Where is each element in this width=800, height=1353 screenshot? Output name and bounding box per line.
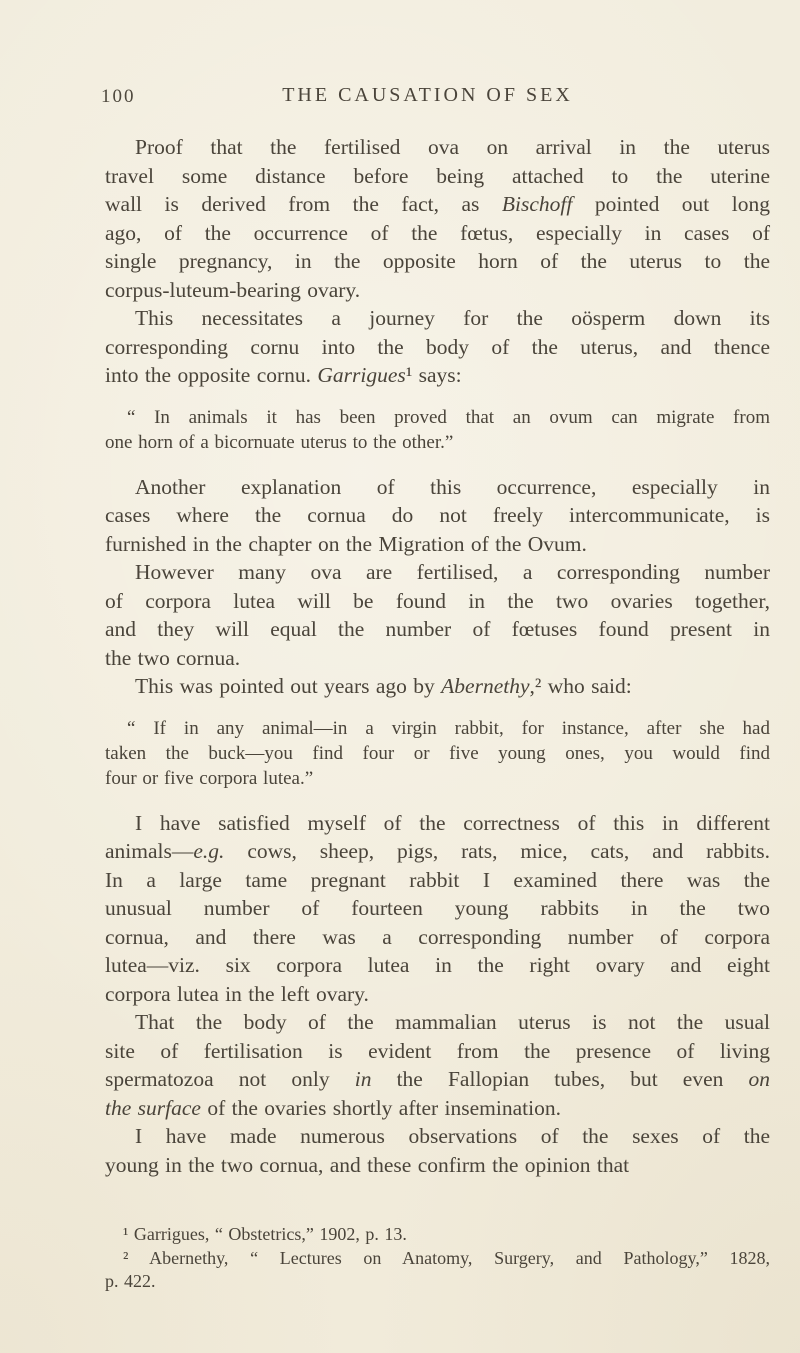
text-line — [105, 405, 770, 430]
text-line — [105, 247, 770, 276]
text-line — [105, 1037, 770, 1066]
text-line — [105, 304, 770, 333]
text-segment: taken the buck—you find four or five young ones, you would find — [105, 742, 770, 764]
footnote — [105, 1223, 770, 1247]
text-segment: corpus-luteum-bearing ovary. — [105, 277, 361, 302]
text-segment: “ If in any animal—in a virgin rabbit, for instance, after she had — [127, 717, 770, 739]
text-line — [105, 558, 770, 587]
block-quote — [105, 716, 770, 791]
text-line — [105, 473, 770, 502]
text-segment: travel some distance before being attached to the uterine — [105, 163, 770, 188]
text-segment: In a large tame pregnant rabbit I examined there was the — [105, 867, 770, 892]
text-line — [105, 530, 770, 559]
text-line — [105, 644, 770, 673]
text-line — [105, 1065, 770, 1094]
text-segment: This was pointed out years ago by — [135, 674, 442, 698]
text-line — [105, 980, 770, 1009]
text-segment: This necessitates a journey for the oösperm down its — [135, 306, 770, 330]
paragraph — [105, 304, 770, 390]
text-segment: corpora lutea in the left ovary. — [105, 981, 369, 1006]
text-segment: and they will equal the number of fœtuses found present in — [105, 617, 770, 641]
text-segment-italic: the surface — [105, 1095, 201, 1120]
text-segment: site of fertilisation is evident from the presence of living — [105, 1038, 770, 1063]
text-segment: furnished in the chapter on the Migration of the Ovum. — [105, 531, 587, 556]
text-segment: “ In animals it has been proved that an ovum can migrate from — [127, 406, 770, 428]
text-line — [105, 587, 770, 616]
text-segment: p. 422. — [105, 1271, 156, 1291]
text-segment-italic: on — [748, 1067, 770, 1091]
text-segment-italic: Bischoff — [501, 192, 573, 216]
footnote-line — [105, 1270, 770, 1294]
text-segment-italic: Garrigues — [317, 363, 406, 387]
text-segment: corresponding cornu into the body of the uterus, and thence — [105, 334, 770, 359]
text-line — [105, 809, 770, 838]
text-line — [105, 766, 770, 791]
text-line — [105, 837, 770, 866]
text-line — [105, 430, 770, 455]
text-segment: animals— — [105, 839, 194, 863]
page-body — [105, 133, 770, 1179]
text-segment-italic: in — [354, 1067, 372, 1091]
text-segment: the two cornua. — [105, 645, 241, 670]
paragraph — [105, 473, 770, 559]
text-segment: unusual number of fourteen young rabbits in the two — [105, 896, 770, 920]
paragraph — [105, 133, 770, 304]
text-segment: cases where the cornua do not freely intercommunicate, is — [105, 503, 770, 527]
text-line — [105, 133, 770, 162]
paragraph — [105, 1122, 770, 1179]
page-header — [101, 84, 770, 110]
text-segment: lutea—viz. six corpora lutea in the right ovary and eight — [105, 953, 770, 977]
text-line — [105, 894, 770, 923]
text-segment-italic: e.g. — [193, 839, 225, 863]
text-segment: one horn of a bicornuate uterus to the other.” — [105, 431, 454, 453]
text-line — [105, 1094, 770, 1123]
text-segment: Another explanation of this occurrence, especially in — [135, 474, 770, 499]
text-segment-italic: Abernethy — [441, 674, 530, 698]
footnotes — [105, 1223, 770, 1294]
text-segment: ¹ Garrigues, “ Obstetrics,” 1902, p. 13. — [123, 1224, 407, 1244]
text-line — [105, 219, 770, 248]
footnote-line — [105, 1247, 770, 1271]
text-line — [105, 333, 770, 362]
text-segment: four or five corpora lutea.” — [105, 767, 314, 789]
page-number: 100 — [101, 86, 136, 107]
text-line — [105, 1151, 770, 1180]
text-line — [105, 951, 770, 980]
text-line — [105, 276, 770, 305]
text-line — [105, 866, 770, 895]
text-segment: cornua, and there was a corresponding number of corpora — [105, 924, 770, 949]
paragraph — [105, 672, 770, 701]
text-line — [105, 741, 770, 766]
text-segment: ² Abernethy, “ Lectures on Anatomy, Surgery, and Pathology,” 1828, — [123, 1247, 770, 1268]
block-quote — [105, 405, 770, 455]
text-segment: However many ova are fertilised, a corresponding number — [135, 560, 770, 584]
text-segment: cows, sheep, pigs, rats, mice, cats, and rabbits. — [224, 839, 770, 863]
text-line — [105, 615, 770, 644]
text-segment: single pregnancy, in the opposite horn of the uterus to the — [105, 249, 770, 273]
text-line — [105, 672, 770, 701]
text-segment: pointed out long — [572, 192, 771, 216]
running-title: THE CAUSATION OF SEX — [282, 84, 573, 106]
text-segment: Proof that the fertilised ova on arrival in the uterus — [135, 135, 770, 159]
text-segment: the Fallopian tubes, but even — [371, 1067, 749, 1091]
text-line — [105, 1122, 770, 1151]
text-line — [105, 162, 770, 191]
text-segment: ¹ says: — [405, 363, 462, 387]
text-segment: young in the two cornua, and these confirm the opinion that — [105, 1152, 630, 1177]
text-segment: spermatozoa not only — [105, 1067, 355, 1091]
text-line — [105, 1008, 770, 1037]
paragraph — [105, 558, 770, 672]
text-segment: ,² who said: — [529, 674, 632, 698]
text-segment: of the ovaries shortly after insemination. — [200, 1095, 561, 1120]
text-segment: I have made numerous observations of the sexes of the — [135, 1124, 770, 1148]
text-segment: ago, of the occurrence of the fœtus, especially in cases of — [105, 220, 770, 245]
text-segment: into the opposite cornu. — [105, 363, 318, 387]
text-line — [105, 361, 770, 390]
text-segment: That the body of the mammalian uterus is not the usual — [135, 1010, 770, 1034]
paragraph — [105, 809, 770, 1009]
text-line — [105, 923, 770, 952]
footnote-line — [105, 1223, 770, 1247]
text-segment: of corpora lutea will be found in the two ovaries together, — [105, 588, 770, 613]
footnote — [105, 1247, 770, 1294]
paragraph — [105, 1008, 770, 1122]
text-line — [105, 501, 770, 530]
text-line — [105, 190, 770, 219]
text-segment: I have satisfied myself of the correctness of this in different — [135, 810, 770, 835]
text-line — [105, 716, 770, 741]
text-segment: wall is derived from the fact, as — [105, 192, 502, 216]
